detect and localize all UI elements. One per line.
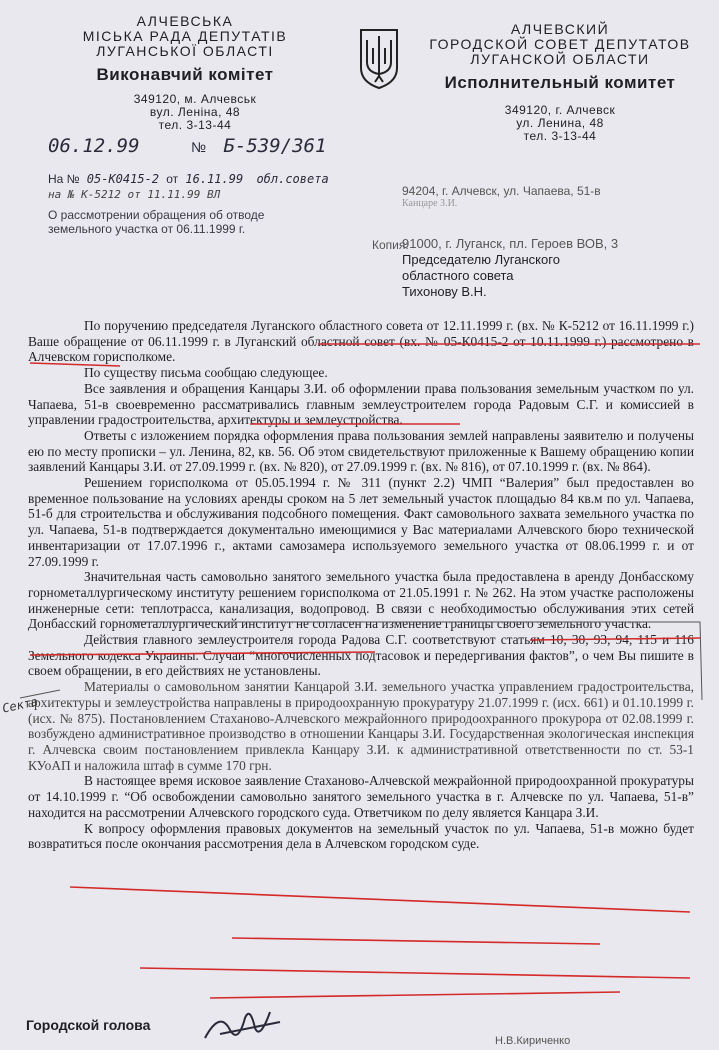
paragraph-3: Все заявления и обращения Канцары З.И. об оформлении права пользования земельным участком по ул. Чапаева, 51-в своевременно рассматривались главным землеустроителем города Радовым С.Г. и комиссией в управлении градостроительства, архитектуры и землеустройства. — [28, 380, 694, 428]
pencil-margin-mark — [20, 690, 60, 698]
underline-mark — [30, 363, 120, 366]
reference-on-number: 05-К0415-2 — [86, 172, 160, 186]
reference-on-label: На № — [48, 172, 80, 186]
letterhead-ua-addr1: 349120, м. Алчевськ — [133, 92, 257, 106]
reference-line-2: на № К-5212 от 11.11.99 ВЛ — [48, 188, 221, 201]
underline-mark — [70, 887, 690, 912]
address-applicant: 94204, г. Алчевск, ул. Чапаева, 51-в — [402, 184, 601, 198]
letterhead-ru-line1: АЛЧЕВСКИЙ — [510, 21, 610, 37]
paragraph-4: Ответы с изложением порядка оформления права пользования землей направлены заявителю и получены ею по месту прописки – ул. Ленина, 82, кв. 56. Об этом свидетельствуют приложенные к Вашему обращению копии заявлений Канцары З.И. от 27.09.1999 г. (вх. № 820), от 27.09.1999 г. (вх. № 816), от 07.10.1999 г. (вх. № 864). — [28, 427, 694, 475]
paragraph-9: В настоящее время исковое заявление Стаханово-Алчевской межрайонной природоохранной прокуратуры от 14.10.1999 г. “Об освобождении самовольно занятого земельного участка в г. Алчевске по ул. Чапаева, 51-в” находится на рассмотрении Алчевского городского суда. Ответчиком по делу является Канцара З.И. — [28, 773, 694, 820]
pencil-box-mark — [130, 622, 702, 700]
address-applicant-name: Канцаре З.И. — [402, 198, 458, 209]
reference-handwritten-note: обл.совета — [256, 172, 329, 186]
underline-mark — [210, 992, 620, 998]
outgoing-no-label: № — [190, 139, 206, 155]
underline-mark — [530, 638, 700, 640]
letterhead-ua-line2: МІСЬКА РАДА ДЕПУТАТІВ — [82, 28, 288, 44]
recipient-line2: областного совета — [402, 268, 514, 283]
letterhead-ru-line2: ГОРОДСКОЙ СОВЕТ ДЕПУТАТОВ — [429, 36, 691, 52]
underline-mark — [232, 938, 600, 944]
paragraph-1: По поручению председателя Луганского областного совета от 12.11.1999 г. (вх. № К-5212 от 16.11.1999 г.) Ваше обращение от 06.11.1999 г. в Луганский областной совет (вх. № 05-К0415-2 от 10.11.1999 г.) рассмотрено в Алчевском горисполкоме. — [28, 318, 694, 365]
letterhead-ua-line3: ЛУГАНСЬКОЇ ОБЛАСТІ — [96, 43, 274, 59]
outgoing-date: 06.12.99 — [48, 135, 140, 157]
paragraph-6: Значительная часть самовольно занятого земельного участка была предоставлена в аренду Донбасскому горнометаллургическому институту решением горисполкома от 21.05.1991 г. № 262. На этом участке расположены инженерные сети: теплотрасса, канализация, водопровод. В связи с необходимостью обслуживания этих сетей Донбасский горнометаллургический институт не согласен на изменение границы своего земельного участка. — [28, 569, 694, 632]
outgoing-number: Б-539/361 — [223, 135, 327, 157]
underline-mark — [30, 652, 375, 655]
copy-label: Копия: — [372, 238, 409, 252]
margin-handwritten-note: Секта — [0, 694, 40, 716]
letterhead-ua-addr3: тел. 3-13-44 — [158, 118, 232, 132]
letterhead-ru-line3: ЛУГАНСКОЙ ОБЛАСТИ — [470, 51, 650, 67]
letterhead-ua-committee: Виконавчий комітет — [96, 65, 274, 84]
recipient-line1: Председателю Луганского — [402, 252, 560, 267]
paragraph-10: К вопросу оформления правовых документов на земельный участок по ул. Чапаева, 51-в можно будет возвратиться после окончания рассмотрения дела в Алчевском городском суде. — [28, 820, 694, 852]
signer-name: Н.В.Кириченко — [495, 1035, 571, 1047]
subject-line: О рассмотрении обращения об отводе земельного участка от 06.11.1999 г. — [48, 208, 265, 236]
paragraph-8: Материалы о самовольном занятии Канцарой З.И. земельного участка управлением градостроительства, архитектуры и землеустройства направлены в природоохранную прокуратуру 21.07.1999 г. (исх. 661) и 01.10.1999 г. (исх. № 875). Постановлением Стаханово-Алчевского межрайонного природоохранного прокурора от 02.08.1999 г. возбуждено административное производство в отношении Канцары З.И. Государственная экологическая инспекция г. Алчевска своим постановлением привлекла Канцару З.И. к административной ответственности по ст. 53-1 КУоАП и наложила штаф в сумме 170 грн. — [28, 679, 694, 773]
letterhead-ua-line1: АЛЧЕВСЬКА — [136, 13, 234, 29]
letterhead-ru-addr3: тел. 3-13-44 — [523, 129, 597, 143]
address-regional-council: 91000, г. Луганск, пл. Героев ВОВ, 3 — [402, 236, 619, 251]
handwritten-signature-icon — [200, 1000, 290, 1045]
reference-from-date: 16.11.99 — [185, 172, 244, 186]
paragraph-2: По существу письма сообщаю следующее. — [84, 365, 328, 381]
letterhead-ru-committee: Исполнительный комитет — [444, 73, 676, 92]
underline-mark — [140, 968, 690, 978]
letterhead-ru-addr2: ул. Ленина, 48 — [516, 116, 604, 130]
recipient-line3: Тихонову В.Н. — [402, 284, 487, 299]
signature-position: Городской голова — [26, 1017, 151, 1033]
letterhead-ua-addr2: вул. Леніна, 48 — [149, 105, 241, 119]
letterhead-ru-addr1: 349120, г. Алчевск — [504, 103, 616, 117]
paragraph-5: Решением горисполкома от 05.05.1994 г. № 311 (пункт 2.2) ЧМП “Валерия” был предоставлен во временное пользование на условиях аренды сроком на 5 лет земельный участок площадью 84 кв.м по ул. Чапаева, 51-б для строительства и обслуживания подсобного помещения. Факт самовольного захвата земельного участка по ул. Чапаева, 51-в подтверждается документально имеющимися у Вас материалами Алчевского бюро технической инвентаризации от 17.07.1996 г., актами самозамера используемого земельного участка от 08.06.1999 г. и от 27.09.1999 г. — [28, 475, 694, 569]
paragraph-7: Действия главного землеустроителя города Радова С.Г. соответствуют статьям 10, 30, 93, 94, 115 и 116 Земельного кодекса Украины. Случаи “многочисленных подтасовок и передергивания фактов”, о чем Вы пишите в своем обращении, в его действиях не установлены. — [28, 632, 694, 679]
reference-from-label: от — [166, 172, 179, 186]
